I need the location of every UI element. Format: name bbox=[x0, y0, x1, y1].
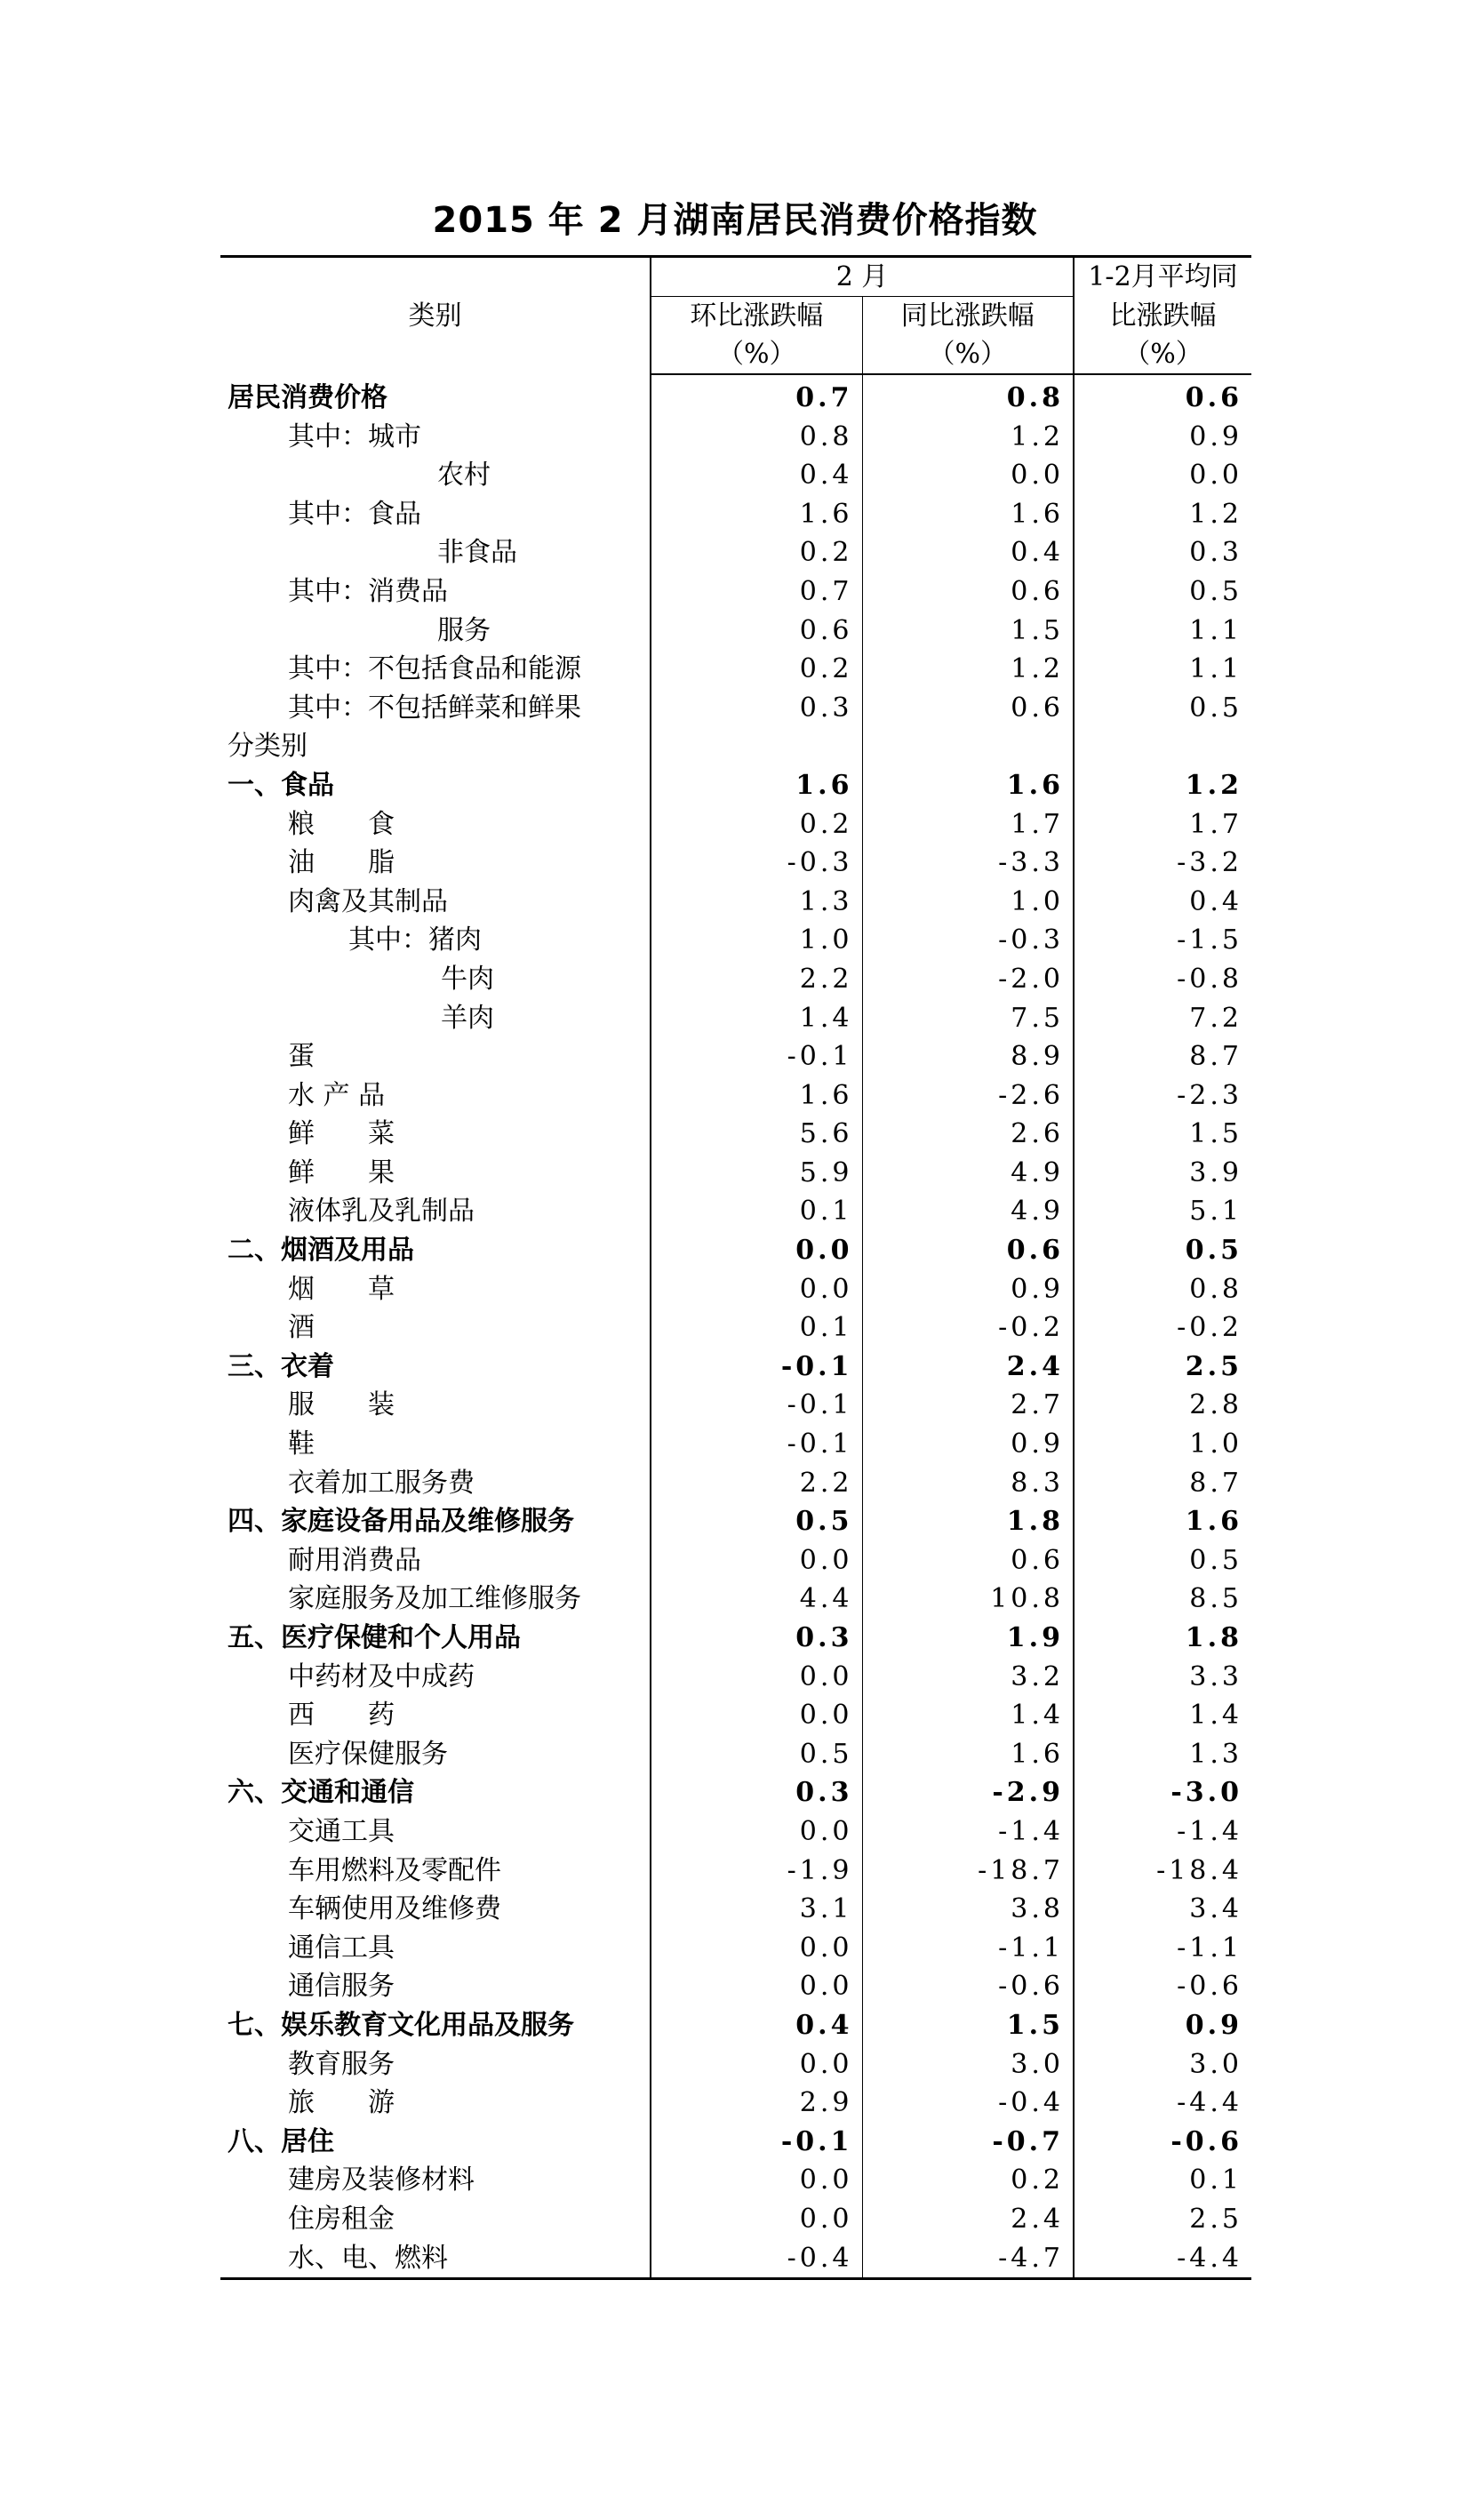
value-yoy: -0.3 bbox=[862, 921, 1074, 960]
value-avg: 0.5 bbox=[1189, 692, 1242, 724]
value-yoy: 1.9 bbox=[862, 1619, 1074, 1658]
value-yoy: 1.2 bbox=[862, 650, 1074, 689]
value-mom: 0.0 bbox=[651, 2200, 862, 2239]
value-mom: 0.0 bbox=[651, 2161, 862, 2200]
value-yoy: 1.5 bbox=[862, 2006, 1074, 2045]
value-yoy: 4.9 bbox=[862, 1154, 1074, 1193]
row-label: 二、烟酒及用品 bbox=[220, 1231, 651, 1270]
value-mom: 5.9 bbox=[651, 1154, 862, 1193]
value-avg: 0.4 bbox=[1189, 885, 1242, 917]
row-label: 牛肉 bbox=[220, 960, 651, 999]
value-yoy: 8.3 bbox=[862, 1464, 1074, 1503]
value-avg: -1.4 bbox=[1177, 1815, 1242, 1847]
value-yoy: -1.1 bbox=[862, 1929, 1074, 1968]
row-label: 五、医疗保健和个人用品 bbox=[220, 1619, 651, 1658]
value-mom: 4.4 bbox=[651, 1580, 862, 1619]
row-label: 车用燃料及零配件 bbox=[220, 1852, 651, 1891]
value-avg: 1.8 bbox=[1185, 1622, 1242, 1653]
table-row bbox=[220, 727, 1251, 766]
table-row bbox=[220, 1852, 1251, 1891]
value-avg: -18.4 bbox=[1156, 1854, 1242, 1886]
table-row bbox=[220, 1464, 1251, 1503]
row-label: 农村 bbox=[220, 456, 651, 495]
row-label: 粮 食 bbox=[220, 805, 651, 844]
value-mom: 1.0 bbox=[651, 921, 862, 960]
row-label: 其中：不包括鲜菜和鲜果 bbox=[220, 689, 651, 728]
row-label: 旅 游 bbox=[220, 2084, 651, 2123]
value-yoy: 7.5 bbox=[862, 999, 1074, 1038]
value-mom: 1.3 bbox=[651, 883, 862, 922]
value-yoy: 0.0 bbox=[862, 456, 1074, 495]
table-row bbox=[220, 1812, 1251, 1852]
value-avg: 1.0 bbox=[1189, 1428, 1242, 1460]
value-avg: -0.6 bbox=[1170, 2125, 1242, 2157]
row-label: 非食品 bbox=[220, 533, 651, 572]
value-avg: 0.5 bbox=[1189, 575, 1242, 607]
header-yoy-unit: （%） bbox=[862, 335, 1074, 374]
value-avg: 0.8 bbox=[1189, 1273, 1242, 1305]
table-row bbox=[220, 1541, 1251, 1580]
value-yoy: 1.4 bbox=[862, 1696, 1074, 1735]
table-row bbox=[220, 844, 1251, 883]
table-row bbox=[220, 2045, 1251, 2084]
row-label: 车辆使用及维修费 bbox=[220, 1890, 651, 1929]
table-body bbox=[220, 374, 1251, 2279]
row-label: 通信工具 bbox=[220, 1929, 651, 1968]
value-yoy: 1.0 bbox=[862, 883, 1074, 922]
row-label: 八、居住 bbox=[220, 2123, 651, 2162]
value-yoy: 3.8 bbox=[862, 1890, 1074, 1929]
value-yoy: 0.6 bbox=[862, 1541, 1074, 1580]
value-mom: -0.1 bbox=[651, 1037, 862, 1076]
header-avg-unit: （%） bbox=[1074, 335, 1251, 374]
value-mom: 0.0 bbox=[651, 1541, 862, 1580]
value-avg: 1.1 bbox=[1189, 653, 1242, 685]
table-row bbox=[220, 2006, 1251, 2045]
value-mom: 0.4 bbox=[651, 456, 862, 495]
value-yoy: 0.6 bbox=[862, 572, 1074, 612]
table-row bbox=[220, 2200, 1251, 2239]
table-row bbox=[220, 1696, 1251, 1735]
row-label: 蛋 bbox=[220, 1037, 651, 1076]
value-avg: -0.2 bbox=[1177, 1312, 1242, 1344]
table-row bbox=[220, 1580, 1251, 1619]
table-row bbox=[220, 1425, 1251, 1464]
value-mom: 0.3 bbox=[651, 1619, 862, 1658]
header-month: 2 月 bbox=[651, 257, 1074, 297]
value-yoy: -1.4 bbox=[862, 1812, 1074, 1852]
value-mom: -0.1 bbox=[651, 1348, 862, 1387]
value-yoy: -2.6 bbox=[862, 1076, 1074, 1116]
value-avg: 2.5 bbox=[1185, 1350, 1242, 1382]
row-label: 其中：猪肉 bbox=[220, 921, 651, 960]
table-row bbox=[220, 1619, 1251, 1658]
value-mom: 0.0 bbox=[651, 1231, 862, 1270]
row-label: 其中：食品 bbox=[220, 495, 651, 534]
value-yoy: -0.7 bbox=[862, 2123, 1074, 2162]
row-label: 三、衣着 bbox=[220, 1348, 651, 1387]
value-yoy: 1.8 bbox=[862, 1502, 1074, 1541]
value-avg: 8.7 bbox=[1189, 1041, 1242, 1073]
table-row bbox=[220, 921, 1251, 960]
value-mom: 0.5 bbox=[651, 1735, 862, 1774]
value-avg: 0.9 bbox=[1185, 2009, 1242, 2041]
table-row bbox=[220, 1154, 1251, 1193]
value-avg: -4.4 bbox=[1074, 2239, 1251, 2279]
value-yoy: 0.9 bbox=[862, 1270, 1074, 1309]
value-yoy: 0.6 bbox=[862, 1231, 1074, 1270]
value-mom: 3.1 bbox=[651, 1890, 862, 1929]
value-mom: 0.6 bbox=[651, 612, 862, 651]
value-yoy: -2.0 bbox=[862, 960, 1074, 999]
row-label: 酒 bbox=[220, 1308, 651, 1348]
table-row bbox=[220, 1115, 1251, 1154]
value-mom: 1.6 bbox=[651, 1076, 862, 1116]
table-row bbox=[220, 1270, 1251, 1309]
row-label: 教育服务 bbox=[220, 2045, 651, 2084]
row-label: 建房及装修材料 bbox=[220, 2161, 651, 2200]
value-avg: 1.2 bbox=[1189, 498, 1242, 530]
table-row bbox=[220, 1967, 1251, 2006]
value-avg: 8.5 bbox=[1189, 1583, 1242, 1615]
table-row bbox=[220, 2123, 1251, 2162]
table-row bbox=[220, 495, 1251, 534]
value-mom: -0.4 bbox=[651, 2239, 862, 2279]
table-row bbox=[220, 689, 1251, 728]
value-mom: 0.1 bbox=[651, 1308, 862, 1348]
value-avg: -0.8 bbox=[1177, 963, 1242, 995]
header-mom-unit: （%） bbox=[651, 335, 862, 374]
value-avg: 2.5 bbox=[1189, 2203, 1242, 2235]
table-header bbox=[220, 257, 1251, 375]
value-yoy: 8.9 bbox=[862, 1037, 1074, 1076]
value-mom: 1.6 bbox=[651, 495, 862, 534]
value-yoy: -2.9 bbox=[862, 1773, 1074, 1812]
table-row bbox=[220, 883, 1251, 922]
row-label: 水、电、燃料 bbox=[220, 2239, 651, 2279]
value-avg: -3.0 bbox=[1170, 1777, 1242, 1809]
table-row bbox=[220, 572, 1251, 612]
value-yoy: 0.2 bbox=[862, 2161, 1074, 2200]
cpi-table bbox=[220, 255, 1251, 2280]
value-yoy: -0.2 bbox=[862, 1308, 1074, 1348]
value-avg: 1.2 bbox=[1185, 769, 1242, 801]
value-mom: -0.1 bbox=[651, 1386, 862, 1425]
value-avg: 2.8 bbox=[1189, 1389, 1242, 1421]
value-mom: 1.6 bbox=[651, 766, 862, 805]
value-avg: -0.6 bbox=[1177, 1971, 1242, 2003]
value-mom: 0.0 bbox=[651, 1812, 862, 1852]
value-avg: -1.1 bbox=[1177, 1932, 1242, 1964]
value-yoy: 1.6 bbox=[862, 495, 1074, 534]
value-yoy: -0.4 bbox=[862, 2084, 1074, 2123]
value-mom: 0.4 bbox=[651, 2006, 862, 2045]
value-avg: 3.0 bbox=[1189, 2048, 1242, 2080]
row-label: 其中：消费品 bbox=[220, 572, 651, 612]
row-label: 七、娱乐教育文化用品及服务 bbox=[220, 2006, 651, 2045]
row-label: 油 脂 bbox=[220, 844, 651, 883]
value-mom: 0.2 bbox=[651, 805, 862, 844]
row-label: 服务 bbox=[220, 612, 651, 651]
value-mom: 0.2 bbox=[651, 650, 862, 689]
row-label: 分类别 bbox=[220, 727, 651, 766]
value-avg: -2.3 bbox=[1177, 1079, 1242, 1111]
value-yoy: 2.7 bbox=[862, 1386, 1074, 1425]
row-label: 其中：不包括食品和能源 bbox=[220, 650, 651, 689]
value-yoy: 3.2 bbox=[862, 1658, 1074, 1697]
value-avg: -4.4 bbox=[1177, 2087, 1242, 2119]
value-mom bbox=[651, 727, 862, 766]
row-label: 鞋 bbox=[220, 1425, 651, 1464]
value-yoy: 0.4 bbox=[862, 533, 1074, 572]
value-mom: 0.2 bbox=[651, 533, 862, 572]
table-row bbox=[220, 1192, 1251, 1231]
value-yoy: -0.6 bbox=[862, 1967, 1074, 2006]
value-yoy bbox=[862, 727, 1074, 766]
value-avg: 1.4 bbox=[1189, 1700, 1242, 1732]
table-row bbox=[220, 1890, 1251, 1929]
table-row bbox=[220, 1929, 1251, 1968]
value-mom: 0.7 bbox=[651, 374, 862, 418]
value-avg: 3.4 bbox=[1189, 1893, 1242, 1925]
value-mom: 1.4 bbox=[651, 999, 862, 1038]
table-row bbox=[220, 1037, 1251, 1076]
value-avg: -3.2 bbox=[1177, 847, 1242, 879]
value-mom: 0.0 bbox=[651, 1658, 862, 1697]
value-mom: 0.0 bbox=[651, 1270, 862, 1309]
table-row bbox=[220, 1231, 1251, 1270]
row-label: 六、交通和通信 bbox=[220, 1773, 651, 1812]
value-avg: 0.5 bbox=[1185, 1235, 1242, 1267]
value-yoy: 10.8 bbox=[862, 1580, 1074, 1619]
value-yoy: 2.4 bbox=[862, 1348, 1074, 1387]
row-label: 其中：城市 bbox=[220, 418, 651, 457]
row-label: 服 装 bbox=[220, 1386, 651, 1425]
table-row bbox=[220, 374, 1251, 418]
value-mom: -1.9 bbox=[651, 1852, 862, 1891]
value-mom: 0.3 bbox=[651, 1773, 862, 1812]
value-avg: 0.1 bbox=[1189, 2164, 1242, 2196]
value-mom: 0.0 bbox=[651, 1929, 862, 1968]
value-avg bbox=[1074, 727, 1251, 766]
row-label: 四、家庭设备用品及维修服务 bbox=[220, 1502, 651, 1541]
value-mom: 0.0 bbox=[651, 1967, 862, 2006]
value-mom: 0.8 bbox=[651, 418, 862, 457]
row-label: 鲜 果 bbox=[220, 1154, 651, 1193]
row-label: 通信服务 bbox=[220, 1967, 651, 2006]
row-label: 中药材及中成药 bbox=[220, 1658, 651, 1697]
row-label: 耐用消费品 bbox=[220, 1541, 651, 1580]
value-avg: 1.3 bbox=[1189, 1738, 1242, 1770]
value-yoy: 1.6 bbox=[862, 766, 1074, 805]
value-mom: 5.6 bbox=[651, 1115, 862, 1154]
value-yoy: 0.6 bbox=[862, 689, 1074, 728]
table-row bbox=[220, 2161, 1251, 2200]
value-yoy: -4.7 bbox=[862, 2239, 1074, 2279]
table-row bbox=[220, 960, 1251, 999]
value-yoy: 1.2 bbox=[862, 418, 1074, 457]
value-yoy: 3.0 bbox=[862, 2045, 1074, 2084]
table-row bbox=[220, 418, 1251, 457]
value-avg: 0.6 bbox=[1185, 382, 1242, 413]
row-label: 羊肉 bbox=[220, 999, 651, 1038]
row-label: 家庭服务及加工维修服务 bbox=[220, 1580, 651, 1619]
value-avg: 1.6 bbox=[1185, 1506, 1242, 1538]
header-mom: 环比涨跌幅 bbox=[651, 297, 862, 336]
table-row bbox=[220, 805, 1251, 844]
value-mom: 0.5 bbox=[651, 1502, 862, 1541]
table-row bbox=[220, 2239, 1251, 2279]
table-row bbox=[220, 1502, 1251, 1541]
row-label: 肉禽及其制品 bbox=[220, 883, 651, 922]
value-mom: 0.0 bbox=[651, 1696, 862, 1735]
value-avg: 1.5 bbox=[1189, 1118, 1242, 1150]
value-mom: -0.1 bbox=[651, 2123, 862, 2162]
value-yoy: 0.8 bbox=[862, 374, 1074, 418]
value-mom: 0.0 bbox=[651, 2045, 862, 2084]
row-label: 液体乳及乳制品 bbox=[220, 1192, 651, 1231]
value-mom: 2.2 bbox=[651, 1464, 862, 1503]
table-row bbox=[220, 1773, 1251, 1812]
header-avg-line1: 1-2月平均同 bbox=[1074, 257, 1251, 297]
value-yoy: 1.6 bbox=[862, 1735, 1074, 1774]
row-label: 居民消费价格 bbox=[220, 374, 651, 418]
value-yoy: -3.3 bbox=[862, 844, 1074, 883]
row-label: 水 产 品 bbox=[220, 1076, 651, 1116]
table-row bbox=[220, 533, 1251, 572]
value-mom: -0.3 bbox=[651, 844, 862, 883]
table-row bbox=[220, 1386, 1251, 1425]
value-mom: 2.9 bbox=[651, 2084, 862, 2123]
table-row bbox=[220, 2084, 1251, 2123]
page-title: 2015 年 2 月湖南居民消费价格指数 bbox=[432, 200, 1038, 241]
table-row bbox=[220, 612, 1251, 651]
row-label: 交通工具 bbox=[220, 1812, 651, 1852]
table-row bbox=[220, 766, 1251, 805]
value-avg: 1.7 bbox=[1189, 808, 1242, 840]
value-mom: 0.7 bbox=[651, 572, 862, 612]
row-label: 住房租金 bbox=[220, 2200, 651, 2239]
table-row bbox=[220, 456, 1251, 495]
value-mom: 0.3 bbox=[651, 689, 862, 728]
value-mom: -0.1 bbox=[651, 1425, 862, 1464]
value-yoy: 1.5 bbox=[862, 612, 1074, 651]
header-yoy: 同比涨跌幅 bbox=[862, 297, 1074, 336]
value-avg: 0.3 bbox=[1189, 537, 1242, 569]
row-label: 烟 草 bbox=[220, 1270, 651, 1309]
value-avg: 3.9 bbox=[1189, 1156, 1242, 1188]
value-mom: 2.2 bbox=[651, 960, 862, 999]
value-avg: 1.1 bbox=[1189, 614, 1242, 646]
row-label: 医疗保健服务 bbox=[220, 1735, 651, 1774]
table-row bbox=[220, 650, 1251, 689]
value-avg: 8.7 bbox=[1189, 1467, 1242, 1499]
value-avg: 0.5 bbox=[1189, 1544, 1242, 1576]
value-yoy: 2.6 bbox=[862, 1115, 1074, 1154]
value-avg: 0.0 bbox=[1189, 460, 1242, 492]
row-label: 一、食品 bbox=[220, 766, 651, 805]
value-avg: 7.2 bbox=[1189, 1002, 1242, 1034]
value-avg: 3.3 bbox=[1189, 1660, 1242, 1692]
header-category: 类别 bbox=[220, 257, 651, 375]
value-yoy: 0.9 bbox=[862, 1425, 1074, 1464]
value-yoy: 4.9 bbox=[862, 1192, 1074, 1231]
value-yoy: 1.7 bbox=[862, 805, 1074, 844]
row-label: 衣着加工服务费 bbox=[220, 1464, 651, 1503]
row-label: 西 药 bbox=[220, 1696, 651, 1735]
table-row bbox=[220, 1308, 1251, 1348]
value-avg: -1.5 bbox=[1177, 924, 1242, 956]
value-avg: 5.1 bbox=[1189, 1196, 1242, 1228]
table-row bbox=[220, 1658, 1251, 1697]
table-row bbox=[220, 999, 1251, 1038]
row-label: 鲜 菜 bbox=[220, 1115, 651, 1154]
table-row bbox=[220, 1076, 1251, 1116]
value-yoy: -18.7 bbox=[862, 1852, 1074, 1891]
value-avg: 0.9 bbox=[1189, 420, 1242, 452]
value-yoy: 2.4 bbox=[862, 2200, 1074, 2239]
header-avg-line2: 比涨跌幅 bbox=[1109, 300, 1217, 332]
table-row bbox=[220, 1735, 1251, 1774]
value-mom: 0.1 bbox=[651, 1192, 862, 1231]
table-row bbox=[220, 1348, 1251, 1387]
